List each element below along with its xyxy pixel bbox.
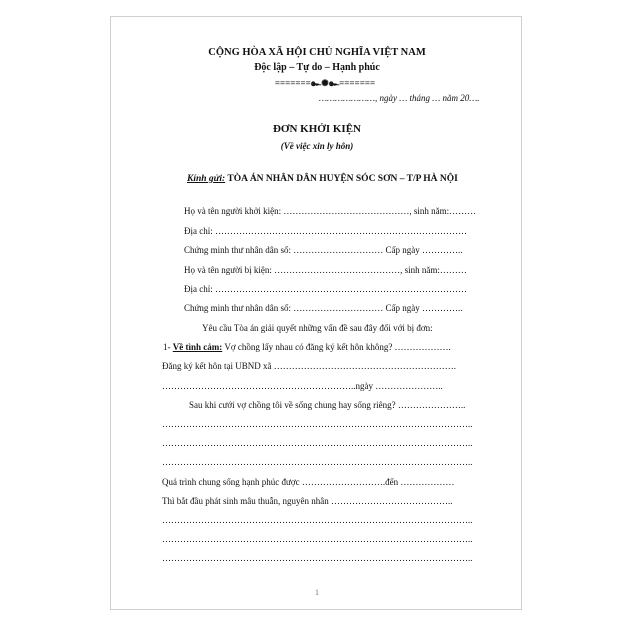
page-number: 1: [315, 588, 319, 597]
section-1-number: 1-: [163, 342, 171, 352]
after-marriage-line: Sau khi cưới vợ chồng tôi về sống chung hay sống riêng? …………………..: [189, 400, 466, 410]
happy-life-line: Quá trình chung sống hạnh phúc được ……………………….đến ………………: [162, 477, 455, 487]
national-motto: Độc lập – Tự do – Hạnh phúc: [254, 62, 380, 73]
blank-line-3: …………………………………………………………………………………………..: [162, 457, 473, 467]
defendant-address-line: Địa chỉ: …………………………………………………………………………: [184, 284, 467, 294]
date-line: …………………, ngày … tháng … năm 20….: [319, 93, 480, 103]
blank-line-6: …………………………………………………………………………………………..: [162, 553, 473, 563]
plaintiff-address-line: Địa chỉ: …………………………………………………………………………: [184, 226, 467, 236]
republic-heading: CỘNG HÒA XÃ HỘI CHỦ NGHĨA VIỆT NAM: [208, 47, 426, 58]
document-title: ĐƠN KHỞI KIỆN: [272, 123, 361, 135]
defendant-name-line: Họ và tên người bị kiện: ……………………………………, sinh năm:………: [184, 265, 467, 275]
document-subtitle: (Về việc xin ly hôn): [280, 141, 354, 151]
recipient-value: TÒA ÁN NHÂN DÂN HUYỆN SÓC SƠN – T/P HÀ NỘI: [225, 174, 458, 184]
blank-line-1: …………………………………………………………………………………………..: [162, 419, 473, 429]
plaintiff-name-line: Họ và tên người khởi kiện: ……………………………………, sinh năm:………: [184, 206, 477, 216]
defendant-id-line: Chứng minh thư nhân dân số: ………………………… Cấp ngày …………..: [184, 303, 463, 313]
section-1-text: Vợ chồng lấy nhau có đăng ký kết hôn không? ……………….: [222, 342, 451, 352]
recipient-line: [187, 174, 458, 184]
document-page: [110, 16, 522, 610]
recipient-label: Kính gửi:: [187, 174, 226, 184]
section-1-label: Về tình cảm:: [172, 342, 223, 352]
marriage-date-line: ………………………………………………………..ngày …………………..: [162, 381, 443, 391]
ornament-divider: =======๛✺๛=======: [274, 78, 376, 88]
blank-line-2: …………………………………………………………………………………………..: [162, 438, 473, 448]
conflict-start-line: Thì bắt đầu phát sinh mâu thuẫn, nguyên nhân …………………………………..: [162, 496, 453, 506]
marriage-registration-line: Đăng ký kết hôn tại UBND xã …………………………………………………….: [162, 361, 456, 371]
blank-line-5: …………………………………………………………………………………………..: [162, 534, 473, 544]
plaintiff-id-line: Chứng minh thư nhân dân số: ………………………… Cấp ngày …………..: [184, 245, 463, 255]
blank-line-4: …………………………………………………………………………………………..: [162, 515, 473, 525]
section-1-line: [163, 342, 451, 352]
request-intro-line: Yêu cầu Tòa án giải quyết những vấn đề sau đây đối với bị đơn:: [202, 323, 433, 333]
